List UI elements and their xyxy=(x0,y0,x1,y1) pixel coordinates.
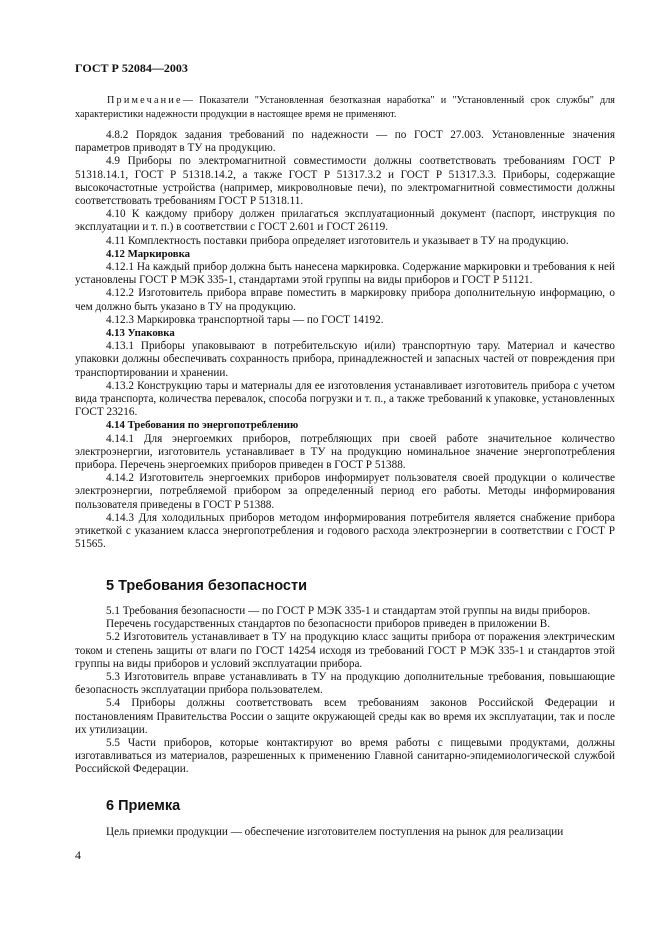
paragraph-4-12-2: 4.12.2 Изготовитель прибора вправе поместить в маркировку прибора дополнительную информацию, о чем должно быть указано в ТУ на продукцию. xyxy=(75,287,615,313)
note xyxy=(75,94,615,121)
heading-4-14: 4.14 Требования по энергопотреблению xyxy=(106,419,299,432)
note-label: Примечание xyxy=(107,95,183,106)
paragraph-4-11: 4.11 Комплектность поставки прибора определяет изготовитель и указывает в ТУ на продукцию. xyxy=(106,234,569,247)
paragraph-5-4: 5.4 Приборы должны соответствовать всем требованиям законов Российской Федерации и постановлениям Правительства России о защите окружающей среды как во время их эксплуатации, так и после их утилизации. xyxy=(75,697,615,736)
section5-body xyxy=(75,605,615,777)
paragraph-4-12-1: 4.12.1 На каждый прибор должна быть нанесена маркировка. Содержание маркировки и требования к ней установлены ГОСТ Р МЭК 335-1, стандартами этой группы на виды приборов и ГОСТ Р 51121. xyxy=(75,261,615,287)
section5-title: 5 Требования безопасности xyxy=(106,578,308,594)
paragraph-6-intro: Цель приемки продукции — обеспечение изготовителем поступления на рынок для реализации xyxy=(106,826,564,838)
paragraph-4-14-1: 4.14.1 Для энергоемких приборов, потребляющих при своей работе значительное количество электроэнергии, изготовитель устанавливает в ТУ на продукцию номинальное значение энергопотребления прибора. Перечень энергоемких приборов приведен в ГОСТ Р 51388. xyxy=(75,432,615,472)
paragraph-4-12-3: 4.12.3 Маркировка транспортной тары — по ГОСТ 14192. xyxy=(106,313,384,326)
paragraph-4-9: 4.9 Приборы по электромагнитной совместимости должны соответствовать требованиям ГОСТ Р 51318.14.1, ГОСТ Р 51318.14.2, а также ГОСТ Р 51317.3.2 и ГОСТ Р 51317.3.3. Приборы, содержащие высокочастотные устройства (например, микроволновые печи), по электромагнитной совместимости должны соответствовать требованиям ГОСТ Р 51318.11. xyxy=(75,155,615,208)
paragraph-4-14-2: 4.14.2 Изготовитель энергоемких приборов информирует пользователя своей продукции о количестве электроэнергии, потребляемой прибором за определенный период его работы. Методы информирования пользователя приведены в ГОСТ Р 51388. xyxy=(75,472,615,511)
paragraph-4-8-2: 4.8.2 Порядок задания требований по надежности — по ГОСТ 27.003. Установленные значения параметров приводят в ТУ на продукцию. xyxy=(75,129,615,155)
section6-title: 6 Приемка xyxy=(106,798,181,814)
heading-4-13: 4.13 Упаковка xyxy=(106,327,175,340)
paragraph-5-1: 5.1 Требования безопасности — по ГОСТ Р МЭК 335-1 и стандартам этой группы на виды приборов. xyxy=(106,605,591,617)
paragraph-5-3: 5.3 Изготовитель вправе устанавливать в ТУ на продукцию дополнительные требования, повышающие безопасность эксплуатации прибора пользователем. xyxy=(75,671,615,697)
section6-body xyxy=(75,826,615,839)
section4-continuation xyxy=(75,129,615,552)
paragraph-5-1-list: Перечень государственных стандартов по безопасности приборов приведен в приложении В. xyxy=(106,618,550,631)
paragraph-4-10: 4.10 К каждому прибору должен прилагаться эксплуатационный документ (паспорт, инструкция по эксплуатации и т. п.) в соответствии с ГОСТ 2.601 и ГОСТ 26119. xyxy=(75,208,615,234)
paragraph-4-14-3: 4.14.3 Для холодильных приборов методом информирования потребителя является снабжение прибора этикеткой с указанием класса энергопотребления и годового расхода электроэнергии в соответствии с ГОСТ Р 51565. xyxy=(75,511,615,551)
paragraph-5-2: 5.2 Изготовитель устанавливает в ТУ на продукцию класс защиты прибора от поражения электрическим током и степень защиты от влаги по ГОСТ 14254 исходя из требований ГОСТ Р МЭК 335-1 и стандартов этой группы на виды приборов и условий эксплуатации прибора. xyxy=(75,631,615,670)
document-header: ГОСТ Р 52084—2003 xyxy=(75,61,188,75)
page-number: 4 xyxy=(75,848,81,862)
note-text: — Показатели "Установленная безотказная наработка" и "Установленный срок службы" для характеристики надежности продукции в настоящее время не применяют. xyxy=(75,95,615,120)
heading-4-12: 4.12 Маркировка xyxy=(106,247,191,260)
paragraph-4-13-2: 4.13.2 Конструкцию тары и материалы для ее изготовления устанавливает изготовитель прибора с учетом вида транспорта, количества перевалок, способа погрузки и т. п., а также требований к упаковке, установленных ГОСТ 23216. xyxy=(75,379,615,419)
paragraph-4-13-1: 4.13.1 Приборы упаковывают в потребительскую и(или) транспортную тару. Материал и качество упаковки должны обеспечивать сохранность прибора, принадлежностей и запасных частей от повреждения при транспортировании и хранении. xyxy=(75,340,615,379)
paragraph-5-5: 5.5 Части приборов, которые контактируют во время работы с пищевыми продуктами, должны изготавливаться из материалов, разрешенных к применению Главной санитарно-эпидемиологической службой Российской Федерации. xyxy=(75,737,615,776)
